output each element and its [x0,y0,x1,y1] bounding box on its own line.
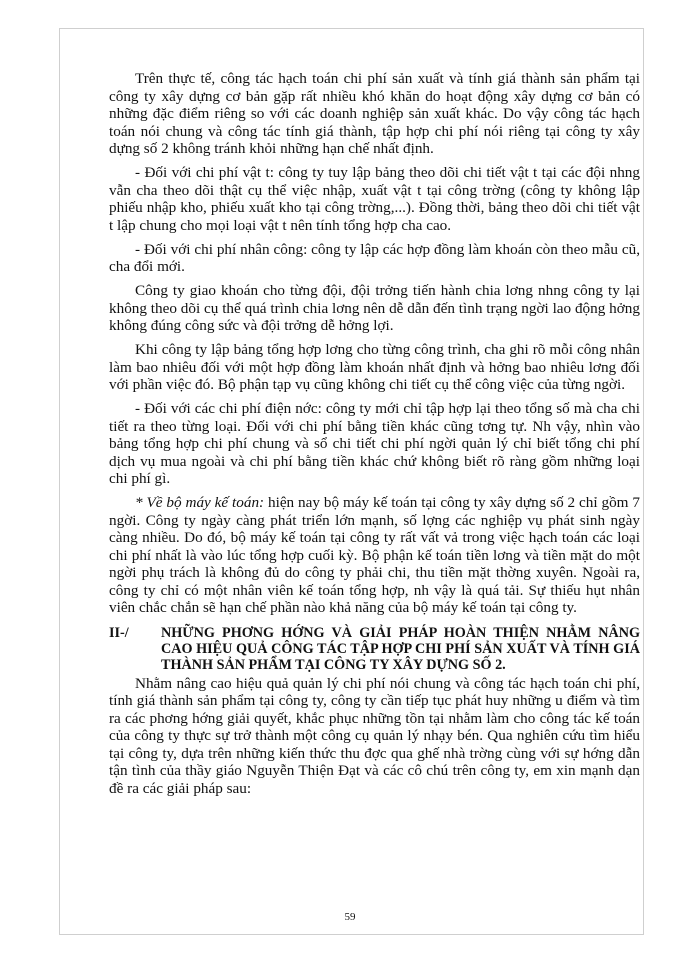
paragraph-accounting-apparatus [109,494,640,617]
page-number: 59 [344,911,356,923]
accounting-text: hiện nay bộ máy kế toán tại công ty xây dựng số 2 chỉ gồm 7 ngời. Công ty ngày càng phát triển lớn mạnh, số lợng các nghiệp vụ phát sinh ngày càng nhiều. Do đó, bộ máy kế toán tại công ty rất vất vả trong việc hạch toán các loại chi phí nhất là vào lúc tổng hợp cuối kỳ. Bộ phận kế toán tiền lơng và tiền mặt do một ngời phụ trách là không đủ do công ty phải chi, thu tiền mặt thờng xuyên. Ngoài ra, công ty chỉ có một nhân viên kế toán tổng hợp, nh vậy là quá tải. Sự thiếu hụt nhân viên chắc chắn sẽ hạn chế phần nào khả năng của bộ máy kế toán tại công ty. [109,494,640,616]
paragraph-intro: Trên thực tế, công tác hạch toán chi phí sản xuất và tính giá thành sản phẩm tại công ty xây dựng cơ bản gặp rất nhiều khó khăn do hoạt động xây dựng cơ bản có những đặc điểm riêng so với các doanh nghiệp sản xuất khác. Do vậy công tác hạch toán nói chung và công tác tính giá thành, tập hợp chi phí nói riêng tại công ty xây dựng số 2 không tránh khỏi những hạn chế nhất định. [109,70,640,157]
section-number: II-/ [109,624,129,641]
section-heading [109,625,640,673]
paragraph-payroll-summary: Khi công ty lập bảng tổng hợp lơng cho từng công trình, cha ghi rõ mỗi công nhân làm bao nhiêu đối với một hợp đồng làm khoán nhất định và hởng bao nhiêu lơng đối với phần việc đó. Bộ phận tạp vụ cũng không chi tiết cụ thể công việc của từng ngời. [109,341,640,393]
section-title: NHỮNG PHƠNG HỚNG VÀ GIẢI PHÁP HOÀN THIỆN NHẰM NÂNG CAO HIỆU QUẢ CÔNG TÁC TẬP HỢP CHI PHÍ SẢN XUẤT VÀ TÍNH GIÁ THÀNH SẢN PHẨM TẠI CÔNG TY XÂY DỰNG SỐ 2. [161,624,640,673]
document-body [109,70,640,804]
paragraph-utility-costs: - Đối với các chi phí điện nớc: công ty mới chỉ tập hợp lại theo tổng số mà cha chi tiết ra theo từng loại. Đối với chi phí bằng tiền khác cũng tơng tự. Nh vậy, nhìn vào bảng tổng hợp chi phí chung và sổ chi tiết chi phí ngời quản lý chỉ biết tổng chi phí dịch vụ mua ngoài và chi phí bằng tiền khác chứ không biết rõ ràng gồm những loại chi phí gì. [109,400,640,487]
paragraph-labor-costs: - Đối với chi phí nhân công: công ty lập các hợp đồng làm khoán còn theo mẫu cũ, cha đổi mới. [109,240,640,275]
paragraph-material-costs: - Đối với chi phí vật t: công ty tuy lập bảng theo dõi chi tiết vật t tại các đội nhng vẫn cha theo dõi thật cụ thể việc nhập, xuất vật t tại công trờng (công ty không lập phiếu nhập kho, phiếu xuất kho tại công trờng,...). Đồng thời, bảng theo dõi chi tiết vật t lập chung cho mọi loại vật t nên tính tổng hợp cha cao. [109,164,640,234]
paragraph-solutions: Nhằm nâng cao hiệu quả quản lý chi phí nói chung và công tác hạch toán chi phí, tính giá thành sản phẩm tại công ty, công ty cần tiếp tục phát huy những u điểm và tìm ra các phơng hớng giải quyết, khắc phục những tồn tại nhằm làm cho công tác kế toán của công ty thực sự trở thành một công cụ quản lý nhạy bén. Qua nghiên cứu tìm hiểu tại công ty, dựa trên những kiến thức thu đợc qua ghế nhà trờng cùng với sự hớng dẫn tận tình của thầy giáo Nguyễn Thiện Đạt và các cô chú trên công ty, em xin mạnh dạn đề ra các giải pháp sau: [109,674,640,797]
paragraph-contracting: Công ty giao khoán cho từng đội, đội trởng tiến hành chia lơng nhng công ty lại không theo dõi cụ thể quá trình chia lơng nên dễ dẫn đến tình trạng ngời lao động hởng không đúng công sức và đội trởng dễ hởng lợi. [109,282,640,334]
accounting-label: * Về bộ máy kế toán: [135,494,265,511]
